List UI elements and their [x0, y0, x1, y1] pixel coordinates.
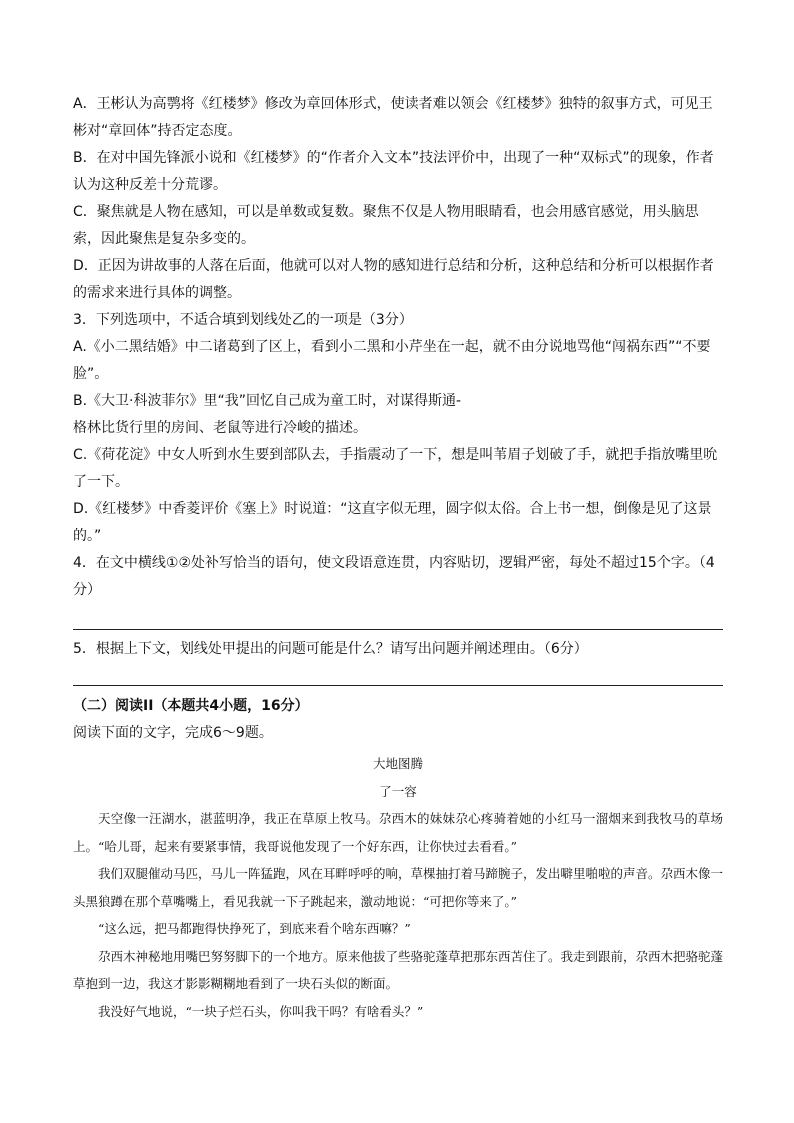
question-5-stem: 5．根据上下文，划线处甲提出的问题可能是什么？请写出问题并阐述理由。（6分）: [73, 641, 588, 657]
answer-line-q5: [73, 685, 723, 686]
story-paragraph: 尕西木神秘地用嘴巴努努脚下的一个地方。原来他拔了些骆驼蓬草把那东西苫住了。我走到跟前，尕西木把骆驼蓬草抱到一边，我这才影影糊糊地看到了一块石头似的断面。: [73, 948, 724, 991]
option-b: B．在对中国先锋派小说和《红楼梦》的“作者介入文本”技法评价中，出现了一种“双标式”的现象，作者认为这种反差十分荒谬。: [73, 150, 714, 193]
section-2-instruction: 阅读下面的文字，完成6～9题。: [73, 725, 273, 741]
question-options-block: [73, 91, 723, 604]
story-paragraph: “这么远，把马都跑得快挣死了，到底来看个啥东西嘛？”: [98, 921, 411, 936]
story-text: [73, 750, 723, 1025]
q3-option-b-line1: B.《大卫·科波菲尔》里“我”回忆自己成为童工时，对谋得斯通-: [73, 393, 462, 409]
section-2-heading: （二）阅读II（本题共4小题，16分）: [73, 698, 309, 714]
answer-line-q4: [73, 629, 723, 630]
question-4-stem: 4．在文中横线①②处补写恰当的语句，使文段语意连贯，内容贴切，逻辑严密，每处不超过15个字。（4分）: [73, 555, 715, 598]
question-3-stem: 3．下列选项中，不适合填到划线处乙的一项是（3分）: [73, 312, 413, 328]
story-author: 了一容: [379, 783, 417, 799]
story-paragraph: 我们双腿催动马匹，马儿一阵猛跑，风在耳畔呼呼的响，草棵抽打着马蹄腕子，发出噼里啪啦的声音。尕西木像一头黑狼蹲在那个草嘴嘴上，看见我就一下子跳起来，激动地说：“可把你等来了。”: [73, 866, 724, 909]
option-a: A．王彬认为高鹗将《红楼梦》修改为章回体形式，使读者难以领会《红楼梦》独特的叙事方式，可见王彬对“章回体”持否定态度。: [73, 96, 713, 139]
q3-option-a: A.《小二黑结婚》中二诸葛到了区上，看到小二黑和小芹坐在一起，就不由分说地骂他“闯祸东西”“不要脸”。: [73, 339, 711, 382]
section-2-header: [73, 693, 723, 747]
q3-option-b-line2: 格林比货行里的房间、老鼠等进行冷峻的描述。: [73, 420, 367, 436]
option-d: D．正因为讲故事的人落在后面，他就可以对人物的感知进行总结和分析，这种总结和分析可以根据作者的需求来进行具体的调整。: [73, 258, 714, 301]
q3-option-c: C.《荷花淀》中女人听到水生要到部队去，手指震动了一下，想是叫苇眉子划破了手，就把手指放嘴里吮了一下。: [73, 447, 718, 490]
story-paragraph: 我没好气地说，“一块子烂石头，你叫我干吗？有啥看头？”: [98, 1003, 424, 1019]
question-5-block: [73, 636, 723, 663]
option-c: C．聚焦就是人物在感知，可以是单数或复数。聚焦不仅是人物用眼睛看，也会用感官感觉，用头脑思索，因此聚焦是复杂多变的。: [73, 204, 699, 247]
story-paragraph: 天空像一汪湖水，湛蓝明净，我正在草原上牧马。尕西木的妹妹尕心疼骑着她的小红马一溜烟来到我牧马的草场上。“哈儿哥，起来有要紧事情，我哥说他发现了一个好东西，让你快过去看看。”: [73, 811, 723, 854]
q3-option-d: D.《红楼梦》中香菱评价《塞上》时说道：“这直字似无理，圆字似太俗。合上书一想，倒像是见了这景的。”: [73, 501, 712, 544]
story-title: 大地图腾: [372, 756, 423, 771]
